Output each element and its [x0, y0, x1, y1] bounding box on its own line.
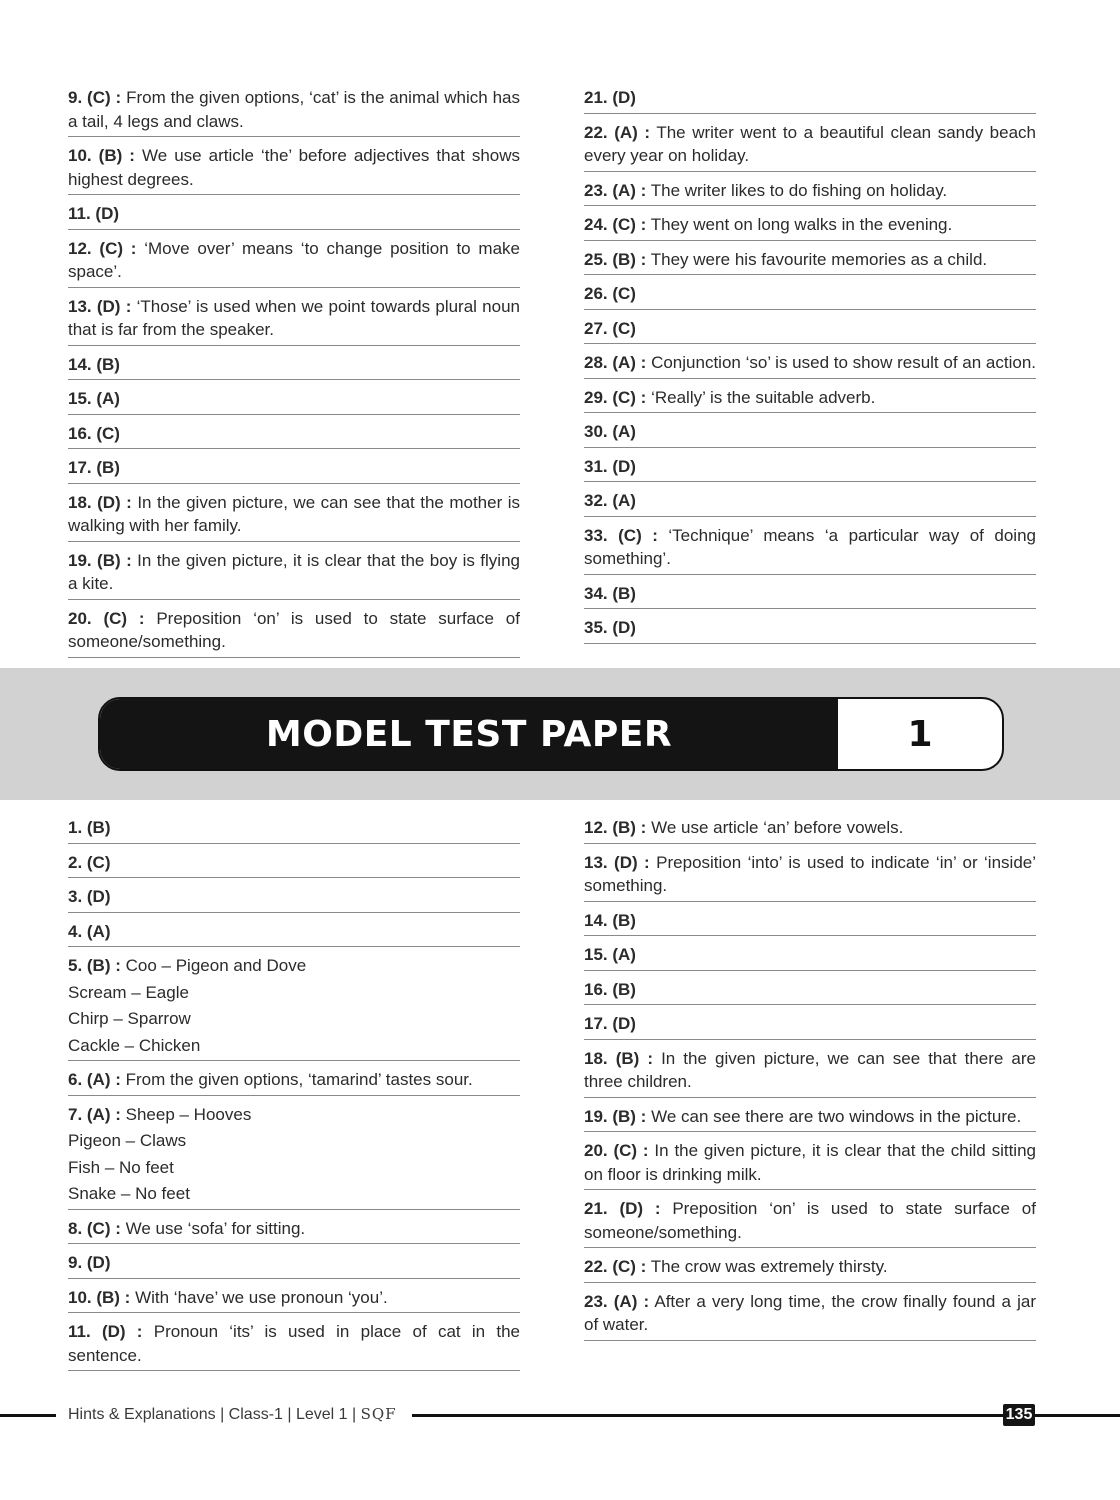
answer-entry — [584, 248, 1036, 276]
answer-key: 9. (D) — [68, 1253, 111, 1272]
answer-key: 2. (C) — [68, 852, 111, 872]
answer-entry — [68, 202, 520, 230]
answer-entry — [584, 909, 1036, 937]
answer-key: 13. (D) : — [68, 296, 132, 316]
answer-explanation: Conjunction ‘so’ is used to show result of an action. — [651, 353, 1036, 372]
answer-key: 21. (D) : — [584, 1199, 661, 1218]
answer-extra-line: Cackle – Chicken — [68, 1035, 201, 1055]
answer-key: 12. (C) : — [68, 238, 137, 258]
answer-key: 22. (C) : — [584, 1257, 647, 1276]
section-banner — [98, 697, 1004, 771]
answer-explanation: We use ‘sofa’ for sitting. — [125, 1218, 306, 1238]
answer-explanation: Preposition ‘into’ is used to indicate ‘in’ or ‘inside’ something. — [584, 852, 1037, 895]
answer-entry — [68, 851, 520, 879]
answer-extra-line: Snake – No feet — [68, 1184, 190, 1203]
answer-extra-line: Scream – Eagle — [68, 982, 189, 1002]
answer-key: 18. (B) : — [584, 1048, 654, 1068]
answer-key: 7. (A) : — [68, 1104, 121, 1124]
answer-explanation: After a very long time, the crow finally found a jar of water. — [584, 1291, 1036, 1334]
answer-entry — [68, 237, 520, 288]
answer-entry — [584, 816, 1036, 844]
answer-explanation: They were his favourite memories as a child. — [650, 249, 988, 269]
answer-explanation: ‘Those’ is used when we point towards plural noun that is far from the speaker. — [68, 296, 520, 339]
answer-entry — [68, 1068, 520, 1096]
answer-key: 15. (A) — [584, 945, 636, 964]
answer-entry — [584, 351, 1036, 379]
answer-entry — [584, 1197, 1036, 1248]
footer — [68, 1405, 403, 1424]
answers-top-left — [68, 86, 520, 665]
answer-entry — [584, 524, 1036, 575]
answer-entry — [68, 1286, 520, 1314]
answer-entry — [584, 213, 1036, 241]
answer-entry — [584, 851, 1036, 902]
answer-entry — [584, 582, 1036, 610]
answer-key: 22. (A) : — [584, 122, 651, 142]
answer-entry — [68, 1217, 520, 1245]
answers-top-right — [584, 86, 1036, 651]
answer-entry — [584, 616, 1036, 644]
answer-key: 8. (C) : — [68, 1218, 121, 1238]
answers-bottom-left — [68, 816, 520, 1378]
answer-extra-line: Fish – No feet — [68, 1157, 174, 1177]
answer-explanation: With ‘have’ we use pronoun ‘you’. — [135, 1287, 388, 1307]
answer-key: 14. (B) — [584, 910, 636, 930]
answer-entry — [584, 386, 1036, 414]
answer-explanation: Preposition ‘on’ is used to state surface of someone/something. — [68, 608, 520, 651]
answer-entry — [584, 455, 1036, 483]
footer-rule-left — [0, 1414, 56, 1417]
answer-key: 32. (A) — [584, 491, 636, 510]
answer-explanation: We can see there are two windows in the picture. — [651, 1106, 1022, 1126]
answer-key: 23. (A) : — [584, 180, 647, 200]
answer-key: 23. (A) : — [584, 1291, 650, 1311]
answer-entry — [68, 885, 520, 913]
answer-key: 16. (C) — [68, 423, 120, 443]
answer-key: 18. (D) : — [68, 492, 132, 512]
section-title: MODEL TEST PAPER — [100, 699, 838, 769]
answer-key: 35. (D) — [584, 618, 636, 637]
answer-key: 21. (D) — [584, 88, 636, 107]
answer-explanation: ‘Move over’ means ‘to change position to make space’. — [68, 238, 520, 281]
answer-entry — [584, 1047, 1036, 1098]
answer-entry — [68, 607, 520, 658]
footer-label: Hints & Explanations | Class-1 | Level 1 | — [68, 1406, 357, 1423]
answer-key: 15. (A) — [68, 389, 120, 408]
answer-key: 14. (B) — [68, 354, 120, 374]
answer-entry — [584, 420, 1036, 448]
answer-entry — [584, 978, 1036, 1006]
answer-key: 9. (C) : — [68, 88, 122, 107]
answer-key: 29. (C) : — [584, 387, 647, 407]
answer-explanation: ‘Technique’ means ‘a particular way of doing something’. — [584, 525, 1036, 568]
answer-key: 27. (C) — [584, 318, 636, 338]
answer-entry — [584, 1255, 1036, 1283]
answer-explanation: Sheep – Hooves — [125, 1104, 252, 1124]
answer-entry — [584, 489, 1036, 517]
answer-entry — [68, 1103, 520, 1210]
answer-entry — [584, 179, 1036, 207]
answer-entry — [68, 1251, 520, 1279]
answer-entry — [584, 121, 1036, 172]
answer-entry — [68, 954, 520, 1061]
answer-entry — [584, 1290, 1036, 1341]
answer-entry — [584, 317, 1036, 345]
answer-explanation: Coo – Pigeon and Dove — [125, 956, 307, 975]
answer-entry — [68, 86, 520, 137]
answer-entry — [68, 422, 520, 450]
answer-explanation: The crow was extremely thirsty. — [650, 1257, 888, 1276]
section-number: 1 — [907, 713, 933, 755]
answer-key: 20. (C) : — [584, 1141, 649, 1160]
answer-key: 11. (D) : — [68, 1322, 143, 1341]
answer-key: 19. (B) : — [68, 550, 132, 570]
answer-explanation: The writer likes to do fishing on holiday. — [650, 180, 948, 200]
answer-key: 24. (C) : — [584, 215, 647, 234]
answer-extra-line: Chirp – Sparrow — [68, 1009, 191, 1028]
answer-key: 26. (C) — [584, 284, 636, 303]
answer-key: 1. (B) — [68, 818, 111, 837]
answer-key: 6. (A) : — [68, 1070, 121, 1089]
answer-key: 17. (D) — [584, 1014, 636, 1033]
answer-explanation: Pronoun ‘its’ is used in place of cat in the sentence. — [68, 1322, 521, 1365]
answer-explanation: ‘Really’ is the suitable adverb. — [651, 387, 876, 407]
answer-key: 11. (D) — [68, 204, 120, 223]
answer-extra-line: Pigeon – Claws — [68, 1131, 187, 1150]
answer-key: 19. (B) : — [584, 1106, 647, 1126]
answer-entry — [584, 943, 1036, 971]
answer-entry — [68, 456, 520, 484]
answer-explanation: The writer went to a beautiful clean sandy beach every year on holiday. — [584, 122, 1036, 165]
answer-key: 17. (B) — [68, 458, 120, 477]
sqf-logo: SQF — [360, 1405, 397, 1423]
answer-entry — [68, 353, 520, 381]
answer-entry — [68, 1320, 520, 1371]
answer-explanation: From the given options, ‘cat’ is the animal which has a tail, 4 legs and claws. — [68, 88, 520, 131]
answer-key: 28. (A) : — [584, 353, 647, 372]
answer-entry — [584, 86, 1036, 114]
answer-key: 25. (B) : — [584, 249, 647, 269]
answer-key: 16. (B) — [584, 979, 636, 999]
answer-entry — [584, 282, 1036, 310]
answer-explanation: In the given picture, we can see that the mother is walking with her family. — [68, 492, 520, 535]
answer-key: 34. (B) — [584, 583, 636, 603]
answer-entry — [68, 491, 520, 542]
answer-explanation: Preposition ‘on’ is used to state surface of someone/something. — [584, 1199, 1036, 1242]
answer-entry — [68, 549, 520, 600]
answer-key: 31. (D) — [584, 456, 636, 476]
answer-entry — [68, 920, 520, 948]
answer-explanation: They went on long walks in the evening. — [650, 215, 953, 234]
answer-explanation: We use article ‘the’ before adjectives that shows highest degrees. — [68, 146, 521, 189]
answer-key: 30. (A) — [584, 422, 636, 441]
answer-key: 12. (B) : — [584, 818, 647, 837]
answer-explanation: We use article ‘an’ before vowels. — [651, 818, 904, 837]
answer-key: 20. (C) : — [68, 608, 145, 628]
answer-key: 4. (A) — [68, 921, 111, 941]
answer-explanation: In the given picture, we can see that there are three children. — [584, 1048, 1036, 1091]
answer-key: 5. (B) : — [68, 956, 121, 975]
answer-key: 3. (D) — [68, 887, 111, 906]
answer-key: 10. (B) : — [68, 1287, 131, 1307]
answer-entry — [584, 1105, 1036, 1133]
answer-entry — [68, 816, 520, 844]
answer-entry — [68, 295, 520, 346]
answer-explanation: In the given picture, it is clear that the child sitting on floor is drinking milk. — [584, 1141, 1036, 1184]
page-number: 135 — [1003, 1404, 1035, 1426]
answer-key: 33. (C) : — [584, 525, 658, 545]
answer-entry — [584, 1139, 1036, 1190]
answer-explanation: From the given options, ‘tamarind’ tastes sour. — [125, 1070, 473, 1089]
answer-entry — [68, 144, 520, 195]
answers-bottom-right — [584, 816, 1036, 1348]
answer-key: 13. (D) : — [584, 852, 650, 872]
answer-key: 10. (B) : — [68, 146, 135, 165]
answer-entry — [584, 1012, 1036, 1040]
answer-entry — [68, 387, 520, 415]
answer-explanation: In the given picture, it is clear that the boy is flying a kite. — [68, 550, 520, 593]
